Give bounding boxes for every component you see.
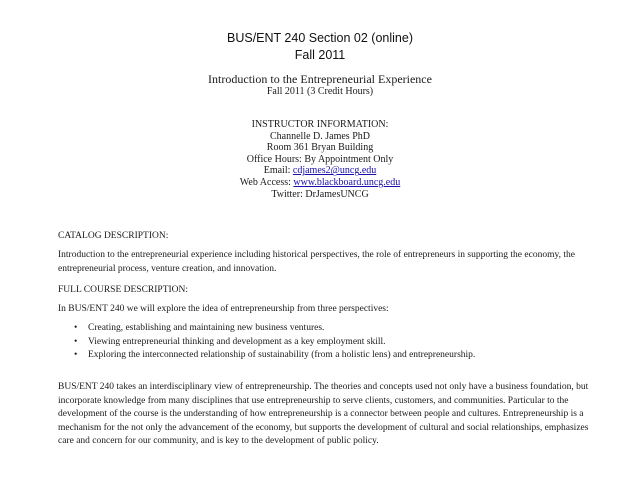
list-item-text: Creating, establishing and maintaining new business ventures.: [88, 323, 325, 333]
full-course-intro: In BUS/ENT 240 we will explore the idea of entrepreneurship from three perspectives:: [58, 304, 389, 314]
instructor-email-line: [0, 165, 640, 177]
list-item: [74, 336, 594, 350]
course-section-title: BUS/ENT 240 Section 02 (online): [227, 31, 413, 45]
instructor-twitter: Twitter: DrJamesUNCG: [271, 188, 369, 200]
instructor-web-line: [0, 177, 640, 189]
list-item-text: Viewing entrepreneurial thinking and development as a key employment skill.: [88, 336, 386, 347]
instructor-name: Channelle D. James PhD: [270, 130, 370, 142]
list-item: [74, 349, 594, 363]
bullet-icon: •: [74, 323, 78, 333]
catalog-heading: CATALOG DESCRIPTION:: [58, 231, 169, 241]
web-access-link[interactable]: www.blackboard.uncg.edu: [293, 176, 401, 188]
web-access-label: Web Access:: [239, 176, 291, 188]
semester-label: Fall 2011: [294, 48, 346, 62]
instructor-room: Room 361 Bryan Building: [266, 142, 374, 154]
list-item-text: Exploring the interconnected relationship of sustainability (from a holistic lens) and entrepreneurship.: [88, 350, 476, 360]
bullet-icon: •: [74, 350, 78, 360]
instructor-info: [0, 119, 640, 200]
course-title-block: [0, 72, 640, 98]
course-title: Introduction to the Entrepreneurial Experience: [208, 72, 432, 86]
instructor-office-hours: Office Hours: By Appointment Only: [246, 153, 394, 165]
course-hours: Fall 2011 (3 Credit Hours): [266, 86, 374, 97]
course-overview-paragraph: BUS/ENT 240 takes an interdisciplinary view of entrepreneurship. The theories and concepts used not only have a business foundation, but incorporate knowledge from many disciplines that use entrepreneurship to serve clients, customers, and communities. Particular to the development of the course is the understanding of how entrepreneurship is a connector between people and cultures. Entrepreneurship is a mechanism for the not only the advancement of the economy, but supports the development of cultural and social relationships, emphasizes care and concern for our community, and is key to the development of public policy.: [58, 382, 589, 446]
email-link[interactable]: cdjames2@uncg.edu: [292, 165, 377, 177]
email-label: Email:: [263, 165, 291, 177]
bullet-icon: •: [74, 336, 78, 347]
document-header: [0, 30, 640, 64]
list-item: [74, 322, 594, 336]
instructor-heading: INSTRUCTOR INFORMATION:: [251, 119, 389, 130]
full-course-heading: FULL COURSE DESCRIPTION:: [58, 285, 189, 295]
perspectives-list: [74, 322, 594, 363]
catalog-description: Introduction to the entrepreneurial experience including historical perspectives, the role of entrepreneurs in supporting the economy, the entrepreneurial process, venture creation, and innovation.: [58, 250, 575, 274]
